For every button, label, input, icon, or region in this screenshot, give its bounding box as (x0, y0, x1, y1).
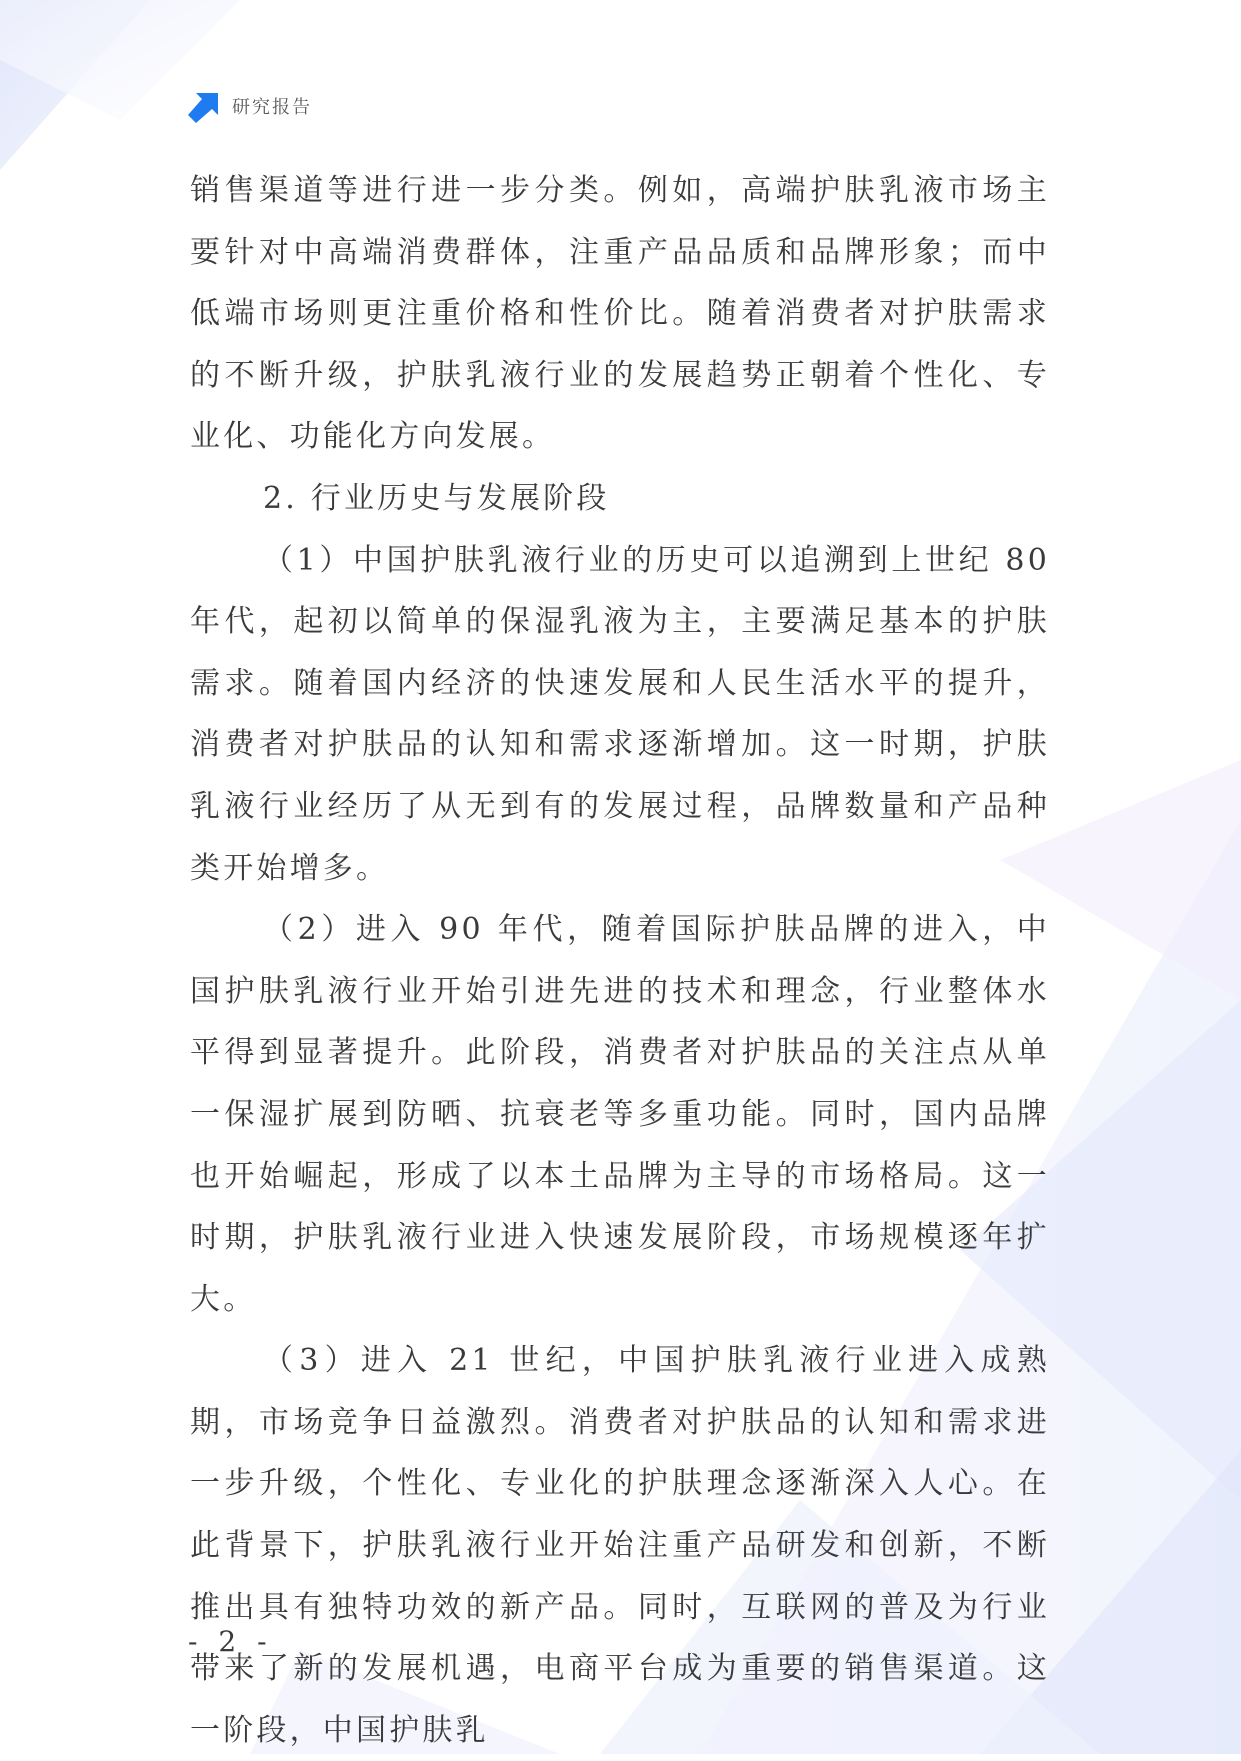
page-number: - 2 - (188, 1625, 273, 1658)
paragraph-3: （3）进入 21 世纪，中国护肤乳液行业进入成熟期，市场竞争日益激烈。消费者对护肤品的认知和需求进一步升级，个性化、专业化的护肤理念逐渐深入人心。在此背景下，护肤乳液行业开始注重产品研发和创新，不断推出具有独特功效的新产品。同时，互联网的普及为行业带来了新的发展机遇，电商平台成为重要的销售渠道。这一阶段，中国护肤乳 (190, 1343, 1050, 1748)
paragraph-continuation: 销售渠道等进行进一步分类。例如，高端护肤乳液市场主要针对中高端消费群体，注重产品品质和品牌形象；而中低端市场则更注重价格和性价比。随着消费者对护肤需求的不断升级，护肤乳液行业的发展趋势正朝着个性化、专业化、功能化方向发展。 (190, 173, 1050, 455)
arrow-up-right-icon (188, 89, 222, 123)
section-heading: 2. 行业历史与发展阶段 (263, 480, 610, 516)
paragraph-1: （1）中国护肤乳液行业的历史可以追溯到上世纪 80 年代，起初以简单的保湿乳液为主，主要满足基本的护肤需求。随着国内经济的快速发展和人民生活水平的提升，消费者对护肤品的认知和需求逐渐增加。这一时期，护肤乳液行业经历了从无到有的发展过程，品牌数量和产品种类开始增多。 (190, 542, 1050, 886)
paragraph-2: （2）进入 90 年代，随着国际护肤品牌的进入，中国护肤乳液行业开始引进先进的技术和理念，行业整体水平得到显著提升。此阶段，消费者对护肤品的关注点从单一保湿扩展到防晒、抗衰老等多重功能。同时，国内品牌也开始崛起，形成了以本土品牌为主导的市场格局。这一时期，护肤乳液行业进入快速发展阶段，市场规模逐年扩大。 (190, 912, 1050, 1317)
header-title: 研究报告 (232, 97, 312, 118)
document-body (190, 160, 1050, 1761)
report-header (188, 86, 312, 126)
